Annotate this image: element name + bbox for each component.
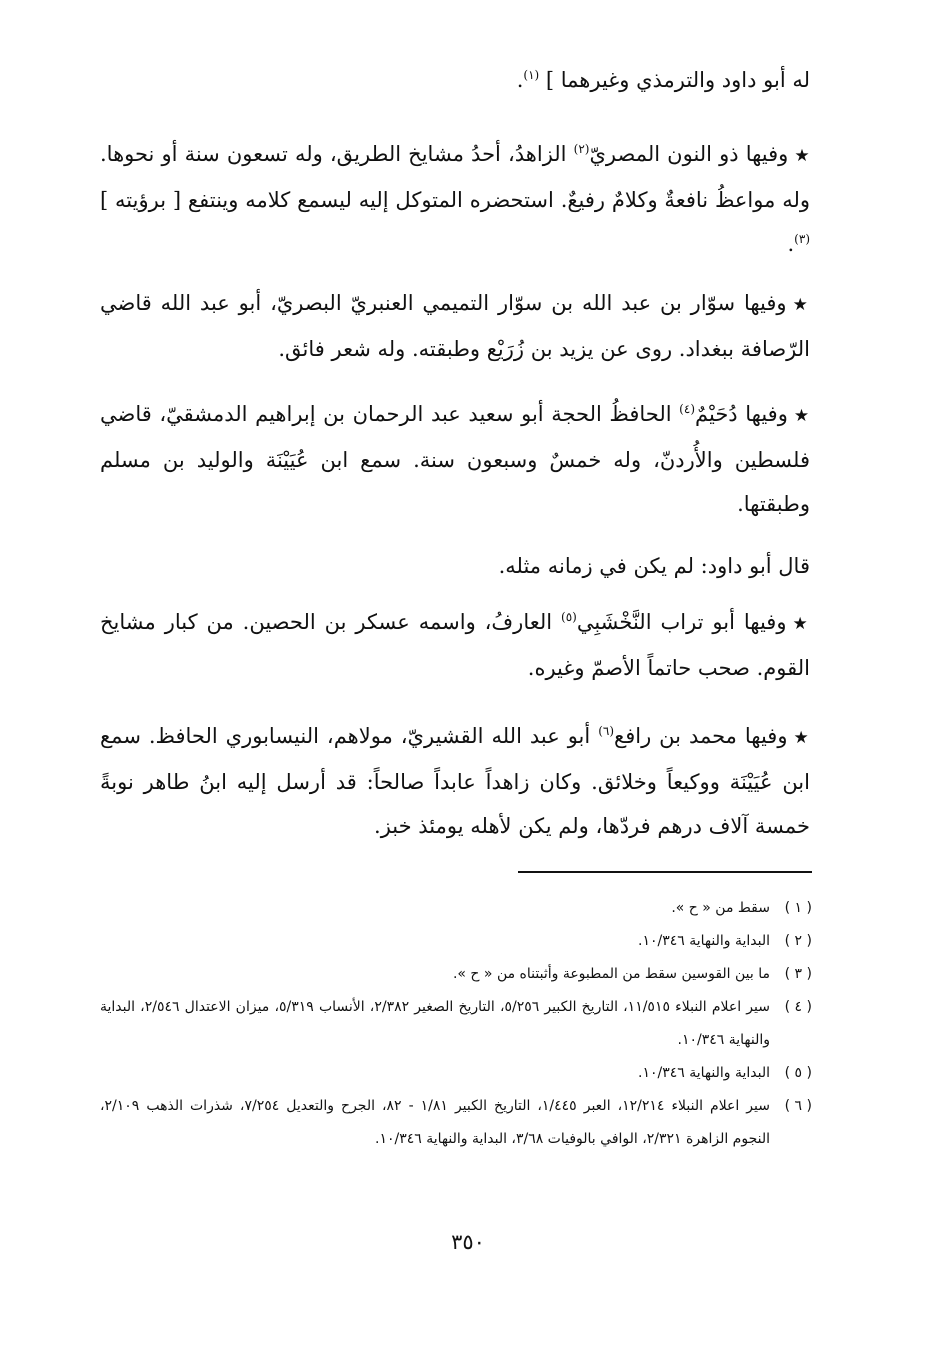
footnote-number: ( ٣ ) (784, 966, 812, 982)
footnote-3 (100, 958, 812, 991)
star-icon: ★ (793, 728, 810, 748)
footnotes (100, 892, 812, 1156)
footnote-number: ( ٥ ) (784, 1065, 812, 1081)
footnote-text: البداية والنهاية ١٠/٣٤٦. (638, 1065, 770, 1081)
paragraph-1: له أبو داود والترمذي وغيرهما ] $^{(١)}$. (516, 68, 810, 92)
footnote-1 (100, 892, 812, 925)
footnote-text: البداية والنهاية ١٠/٣٤٦. (638, 933, 770, 949)
footnote-text: سير اعلام النبلاء ١٢/٢١٤، العبر ١/٤٤٥، التاريخ الكبير ١/٨١ - ٨٢، الجرح والتعديل ٧/٢٥٤، شذرات الذهب ٢/١٠٩، النجوم الزاهرة ٢/٣٢١، الوافي بالوفيات ٣/٦٨، البداية والنهاية ١٠/٣٤٦. (100, 1098, 770, 1147)
star-icon: ★ (794, 146, 810, 166)
footnote-number: ( ٤ ) (784, 999, 812, 1015)
footnote-ref-1: (١) (523, 68, 540, 82)
page-number: ٣٥٠ (451, 1230, 485, 1254)
star-icon: ★ (793, 406, 810, 426)
footnote-text: سير اعلام النبلاء ١١/٥١٥، التاريخ الكبير ٥/٢٥٦، التاريخ الصغير ٢/٣٨٢، الأنساب ٥/٣١٩، ميزان الاعتدال ٢/٥٤٦، البداية والنهاية ١٠/٣٤٦. (100, 999, 770, 1048)
footnote-number: ( ٦ ) (784, 1098, 812, 1114)
footnote-number: ( ١ ) (784, 900, 812, 916)
footnote-4 (100, 991, 812, 1057)
footnote-text: ما بين القوسين سقط من المطبوعة وأثبتناه من « ح ». (452, 966, 770, 982)
footnote-number: ( ٢ ) (784, 933, 812, 949)
footnote-6 (100, 1090, 812, 1156)
footnote-divider (518, 871, 812, 873)
paragraph-3: ★وفيها سوّار بن عبد الله بن سوّار التميمي العنبريّ البصريّ، أبو عبد الله قاضي الرّصافة ببغداد. روى عن يزيد بن زُرَيْع وطبقته. وله شعر فائق. (100, 291, 810, 361)
footnote-ref-6: (٦) (598, 724, 615, 738)
paragraph-7: ★وفيها محمد بن رافع$^{(٦)}$ أبو عبد الله القشيريّ، مولاهم، النيسابوري الحافظ. سمع ابن عُيَيْنَة ووكيعاً وخلائق. وكان زاهداً عابداً صالحاً: قد أرسل إليه ابنُ طاهر نوبةً خمسة آلاف درهم فردّها، ولم يكن لأهله يومئذ خبز. (100, 724, 810, 838)
footnote-ref-5: (٥) (561, 610, 577, 624)
footnote-2 (100, 925, 812, 958)
paragraph-2: ★وفيها ذو النون المصريّ$^{(٢)}$ الزاهدُ، أحدُ مشايخ الطريق، وله تسعون سنة أو نحوها. وله مواعظُ نافعةٌ وكلامٌ رفيعٌ. استحضره المتوكل إليه ليسمع كلامه وينتفع [ برؤيته ] $^{(٣)}$. (100, 142, 810, 256)
star-icon: ★ (792, 295, 810, 315)
footnote-ref-2: (٢) (573, 142, 590, 156)
star-icon: ★ (792, 614, 810, 634)
paragraph-6: ★وفيها أبو تراب النَّخْشَبِي$^{(٥)}$ العارفُ، واسمه عسكر بن الحصين. من كبار مشايخ القوم. صحب حاتماً الأصمّ وغيره. (100, 610, 810, 680)
footnote-ref-3: (٣) (794, 232, 810, 246)
footnote-5 (100, 1057, 812, 1090)
paragraph-5: قال أبو داود: لم يكن في زمانه مثله. (498, 554, 810, 578)
paragraph-4: ★وفيها دُحَيْمٌ$^{(٤)}$ الحافظُ الحجة أبو سعيد عبد الرحمان بن إبراهيم الدمشقيّ، قاضي فلسطين والأُردنّ، وله خمسٌ وسبعون سنة. سمع ابن عُيَيْنَة والوليد بن مسلم وطبقتها. (100, 402, 810, 516)
footnote-text: سقط من « ح ». (671, 900, 770, 916)
footnote-ref-4: (٤) (679, 402, 695, 416)
